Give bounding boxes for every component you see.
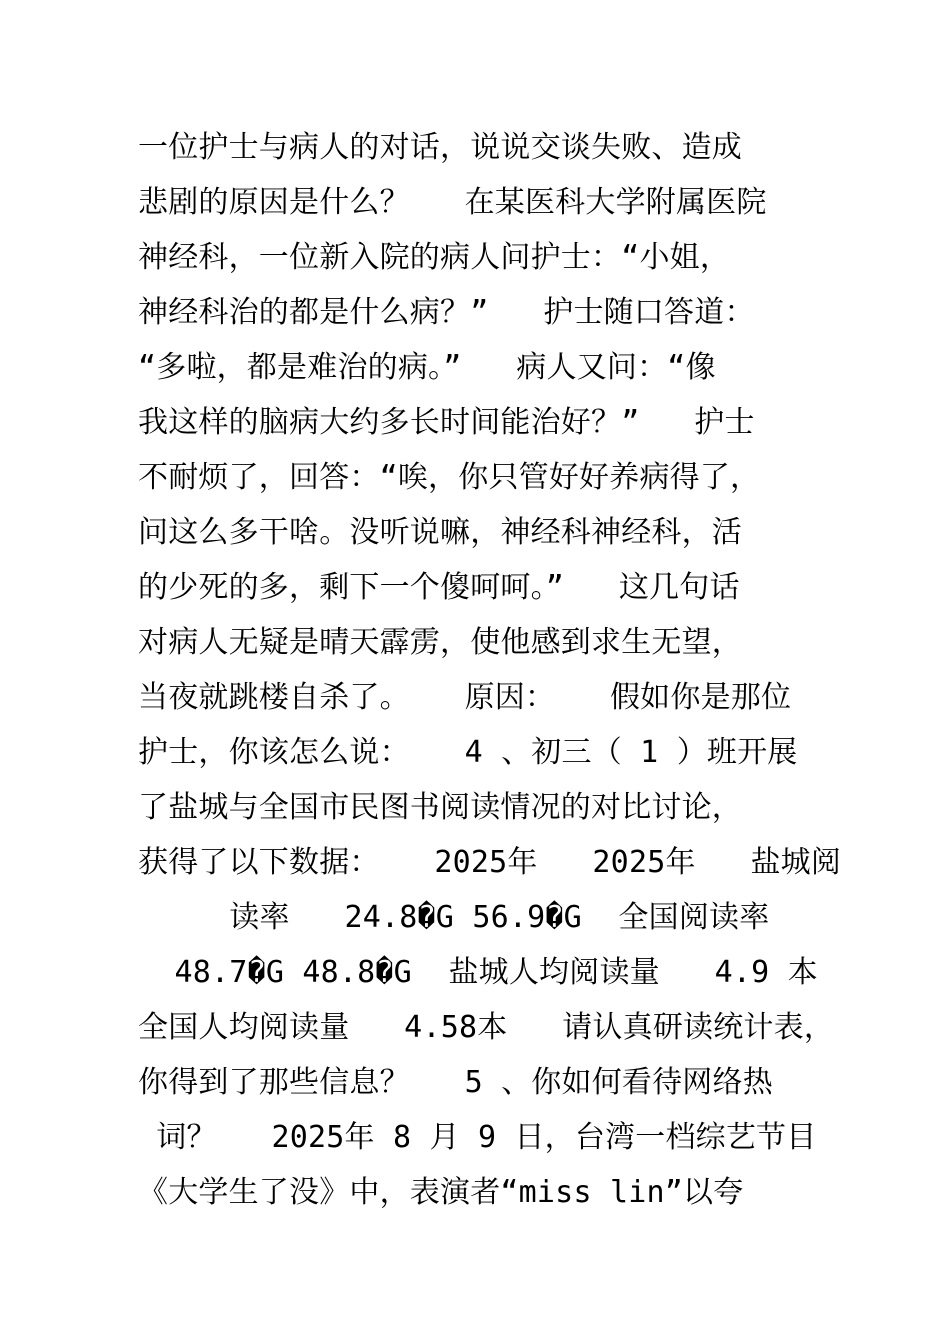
text-line: 护士，你该怎么说： 4 、初三（ 1 ）班开展: [138, 735, 798, 770]
text-line: 当夜就跳楼自杀了。 原因： 假如你是那位: [138, 680, 792, 715]
text-line: 不耐烦了，回答：“唉，你只管好好养病得了，: [138, 460, 761, 495]
text-line: 你得到了那些信息？ 5 、你如何看待网络热: [138, 1065, 773, 1100]
text-line: 神经科，一位新入院的病人问护士：“小姐，: [138, 240, 731, 275]
text-line: 了盐城与全国市民图书阅读情况的对比讨论，: [138, 790, 742, 825]
text-line: 对病人无疑是晴天霹雳，使他感到求生无望，: [138, 625, 742, 660]
text-line: 的少死的多，剩下一个傻呵呵。” 这几句话: [138, 570, 740, 605]
text-line: 48.7�G 48.8�G 盐城人均阅读量 4.9 本: [138, 955, 818, 990]
text-line: 《大学生了没》中，表演者“miss lin”以夸: [138, 1175, 744, 1210]
text-line: 读率 24.8�G 56.9�G 全国阅读率: [138, 900, 770, 935]
text-line: 我这样的脑病大约多长时间能治好？” 护士: [138, 405, 755, 440]
text-line: 全国人均阅读量 4.58本 请认真研读统计表，: [138, 1010, 835, 1045]
text-line: 悲剧的原因是什么？ 在某医科大学附属医院: [138, 185, 767, 220]
text-line: 一位护士与病人的对话，说说交谈失败、造成: [138, 130, 742, 165]
text-line: 获得了以下数据： 2025年 2025年 盐城阅: [138, 845, 842, 880]
text-line: 神经科治的都是什么病？” 护士随口答道：: [138, 295, 755, 330]
text-line: 问这么多干啥。没听说嘛，神经科神经科，活: [138, 515, 742, 550]
text-line: 词？ 2025年 8 月 9 日，台湾一档综艺节目: [138, 1120, 817, 1155]
text-line: “多啦，都是难治的病。” 病人又问：“像: [138, 350, 716, 385]
